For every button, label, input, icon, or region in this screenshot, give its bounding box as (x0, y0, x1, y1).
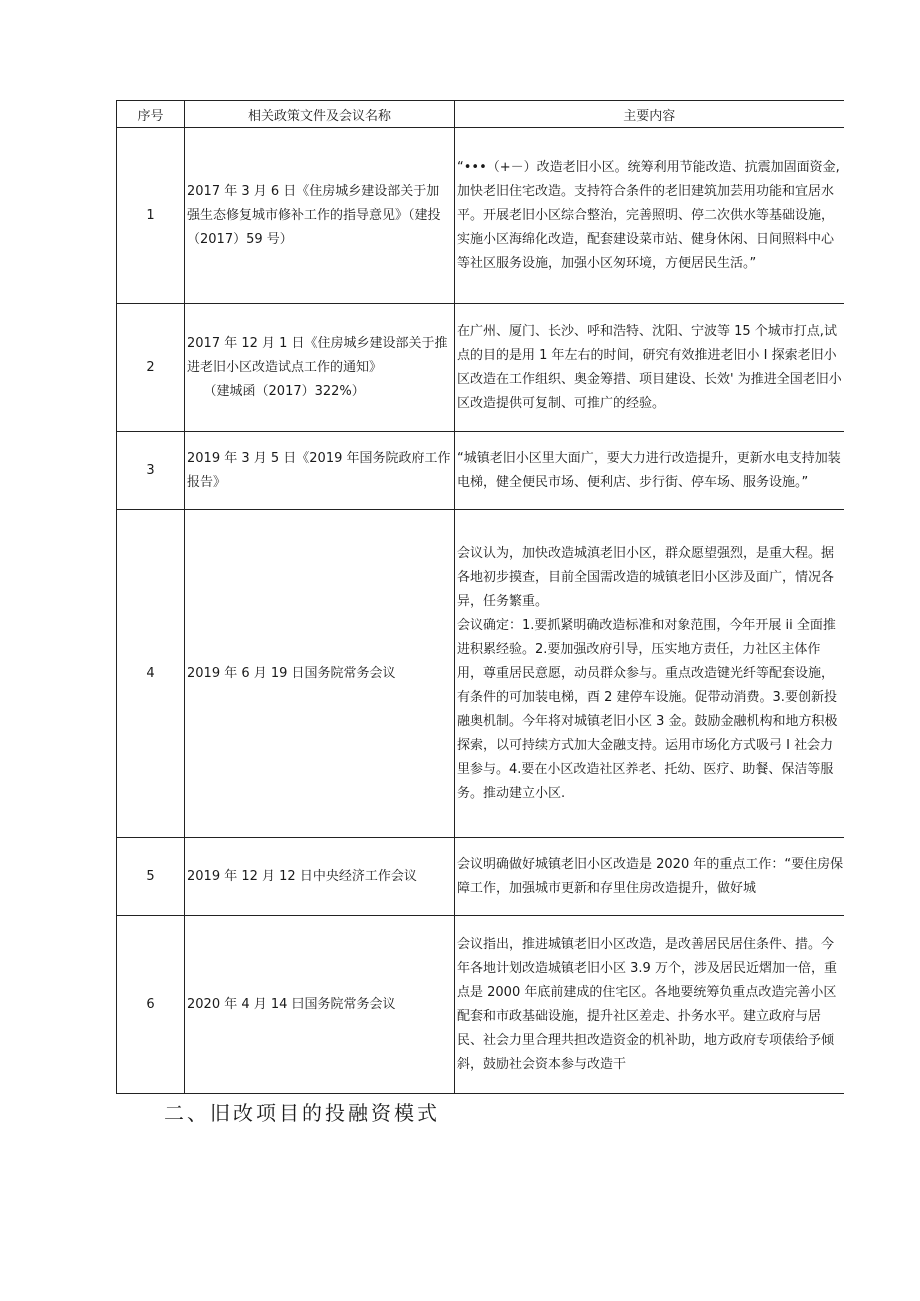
row-content-text: 会议认为，加快改造城滇老旧小区，群众愿望强烈，是重大程。据各地初步摸查，目前全国需改造的城镇老旧小区涉及面广，情况各异，任务繁重。 会议确定：1.要抓紧明确改造标准和对象范围，今年开展 ii 全面推进积累经验。2.要加强改府引导，压实地方责任，力社区主体作用，尊重居民意愿，动员群众参与。重点改造键光纤等配套设施，有条件的可加装电梯，酉 2 建停车设施。促带动消费。3.要创新投融奥机制。今年将对城镇老旧小区 3 金。鼓励金融机构和地方积极探索，以可持续方式加大金融支持。运用市场化方式吸弓 I 社会力里参与。4.要在小区改造社区养老、托幼、医疗、助餐、保洁等服务。推动建立小区. (457, 545, 838, 801)
table-row (117, 128, 844, 304)
row-policy-title (185, 304, 455, 432)
row-policy-title (185, 510, 455, 838)
row-number: 3 (117, 432, 185, 510)
row-policy-title-text: 2017 年 3 月 6 日《住房城乡建设部关于加强生态修复城市修补工作的指导意见》（建投（2017）59 号） (187, 183, 441, 247)
table-header-row (117, 101, 844, 128)
row-policy-title (185, 432, 455, 510)
row-number: 1 (117, 128, 185, 304)
row-policy-title (185, 916, 455, 1094)
row-content (455, 128, 844, 304)
row-content (455, 510, 844, 838)
row-policy-title-text: 2020 年 4 月 14 曰国务院常务会议 (187, 996, 396, 1012)
row-content (455, 432, 844, 510)
row-policy-title-text: 2019 年 6 月 19 日国务院常务会议 (187, 665, 396, 681)
row-policy-title (185, 838, 455, 916)
section-heading: 二、旧改项目的投融资模式 (164, 1101, 440, 1125)
row-content-text: 会议明确做好城镇老旧小区改造是 2020 年的重点工作：“要住房保障工作，加强城市更新和存里住房改造提升，做好城 (457, 856, 844, 896)
header-main-content: 主要内容 (455, 101, 844, 128)
row-number: 6 (117, 916, 185, 1094)
row-number: 4 (117, 510, 185, 838)
table-row (117, 304, 844, 432)
row-policy-title (185, 128, 455, 304)
row-content (455, 838, 844, 916)
row-content-text: “城镇老旧小区里大面广，要大力进行改造提升，更新水电支持加装电梯，健全便民市场、便利店、步行街、停车场、服务设施。” (457, 450, 841, 490)
row-number: 2 (117, 304, 185, 432)
row-content (455, 304, 844, 432)
row-content (455, 916, 844, 1094)
row-number: 5 (117, 838, 185, 916)
row-content-text: 会议指出，推进城镇老旧小区改造，是改善居民居住条件、措。今年各地计划改造城镇老旧小区 3.9 万个，涉及居民近熠加一倍，重点是 2000 年底前建成的住宅区。各地要统筹负重点改造完善小区配套和市政基础设施，提升社区差走、扑务水平。建立政府与居民、社会力里合理共担改造资金的机补助，地方政府专项俵给予倾斜，鼓励社会资本参与改造干 (457, 936, 837, 1072)
row-policy-title-text: 2017 年 12 月 1 日《住房城乡建设部关于推进老旧小区改造试点工作的通知》 （建城函（2017）322%） (187, 335, 448, 399)
row-content-text: “•••（+－）改造老旧小区。统筹利用节能改造、抗震加固面资金,加快老旧住宅改造。支持符合条件的老旧建筑加芸用功能和宜居水平。开展老旧小区综合整治，完善照明、停二次供水等基础设施，实施小区海绵化改造，配套建设菜市站、健身休闲、日间照料中心等社区服务设施，加强小区匆环境，方便居民生活。” (457, 159, 840, 271)
header-seq: 序号 (117, 101, 185, 128)
row-policy-title-text: 2019 年 12 月 12 日中央经济工作会议 (187, 868, 417, 884)
policy-table (116, 100, 844, 1094)
table-row (117, 432, 844, 510)
table-row (117, 916, 844, 1094)
table-row (117, 510, 844, 838)
table-row (117, 838, 844, 916)
row-content-text: 在广州、厦门、长沙、呼和浩特、沈阳、宁波等 15 个城市打点,试点的目的是用 1 年左右的时间，研究有效推进老旧小 I 探索老旧小区改造在工作组织、奥金筹措、项目建设、长效' 为推进全国老旧小区改造提供可复制、可推广的经验。 (457, 323, 842, 411)
row-policy-title-text: 2019 年 3 月 5 日《2019 年国务院政府工作报告》 (187, 450, 451, 490)
header-policy-name: 相关政策文件及会议名称 (185, 101, 455, 128)
